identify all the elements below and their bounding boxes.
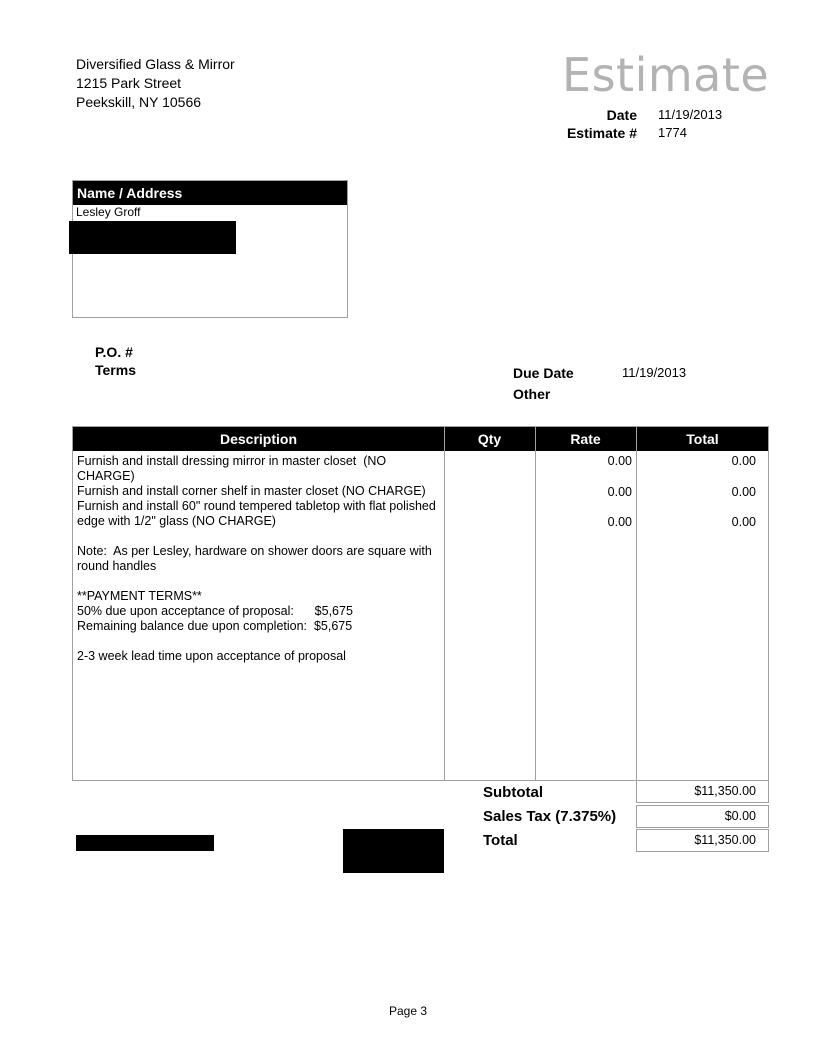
- date-value: 11/19/2013: [658, 107, 723, 122]
- name-address-header: Name / Address: [73, 181, 347, 205]
- due-date-label: Due Date: [513, 365, 574, 381]
- column-divider: [535, 427, 536, 780]
- sales-tax-value: $0.00: [636, 805, 769, 828]
- column-divider: [444, 427, 445, 780]
- item-2-total: 0.00: [731, 485, 756, 499]
- item-3-total: 0.00: [731, 515, 756, 529]
- total-label: Total: [483, 832, 518, 849]
- column-description: Description: [219, 431, 297, 447]
- page-number: Page 3: [388, 1004, 428, 1018]
- company-city: Peekskill, NY 10566: [76, 94, 202, 110]
- sales-tax-label: Sales Tax (7.375%): [483, 808, 617, 825]
- column-qty: Qty: [477, 431, 502, 447]
- document-title: Estimate: [562, 48, 770, 102]
- po-number-label: P.O. #: [95, 344, 133, 360]
- subtotal-value: $11,350.00: [636, 780, 769, 803]
- date-label: Date: [606, 107, 637, 123]
- due-date-value: 11/19/2013: [622, 365, 687, 380]
- subtotal-label: Subtotal: [483, 784, 543, 801]
- column-total: Total: [686, 431, 719, 447]
- description-text: Furnish and install dressing mirror in master closet (NO CHARGE) Furnish and install corner shelf in master closet (NO CHARGE) Furnish and install 60" round tempered tabletop with flat polished edge with 1/2" glass (NO CHARGE) Note: As per Lesley, hardware on shower doors are square with round handles **PAYMENT TERMS** 50% due upon acceptance of proposal: $5,675 Remaining balance due upon completion: $5,675 2-3 week lead time upon acceptance of proposal: [77, 454, 436, 663]
- company-street: 1215 Park Street: [76, 75, 182, 91]
- item-3-rate: 0.00: [607, 515, 632, 529]
- estimate-number-label: Estimate #: [566, 125, 637, 141]
- column-divider: [636, 427, 637, 780]
- column-rate: Rate: [570, 431, 601, 447]
- total-value: $11,350.00: [636, 829, 769, 852]
- redacted-address-block: [69, 221, 236, 254]
- company-address: [76, 55, 235, 112]
- other-label: Other: [513, 386, 551, 402]
- item-1-total: 0.00: [731, 454, 756, 468]
- redacted-signature-line: [76, 835, 214, 851]
- terms-label: Terms: [95, 362, 136, 378]
- item-2-rate: 0.00: [607, 485, 632, 499]
- estimate-number-value: 1774: [658, 125, 687, 140]
- item-1-rate: 0.00: [607, 454, 632, 468]
- redacted-signature-block: [343, 829, 444, 873]
- customer-name: Lesley Groff: [76, 205, 141, 219]
- line-items-table: [72, 426, 769, 781]
- company-name: Diversified Glass & Mirror: [76, 56, 235, 72]
